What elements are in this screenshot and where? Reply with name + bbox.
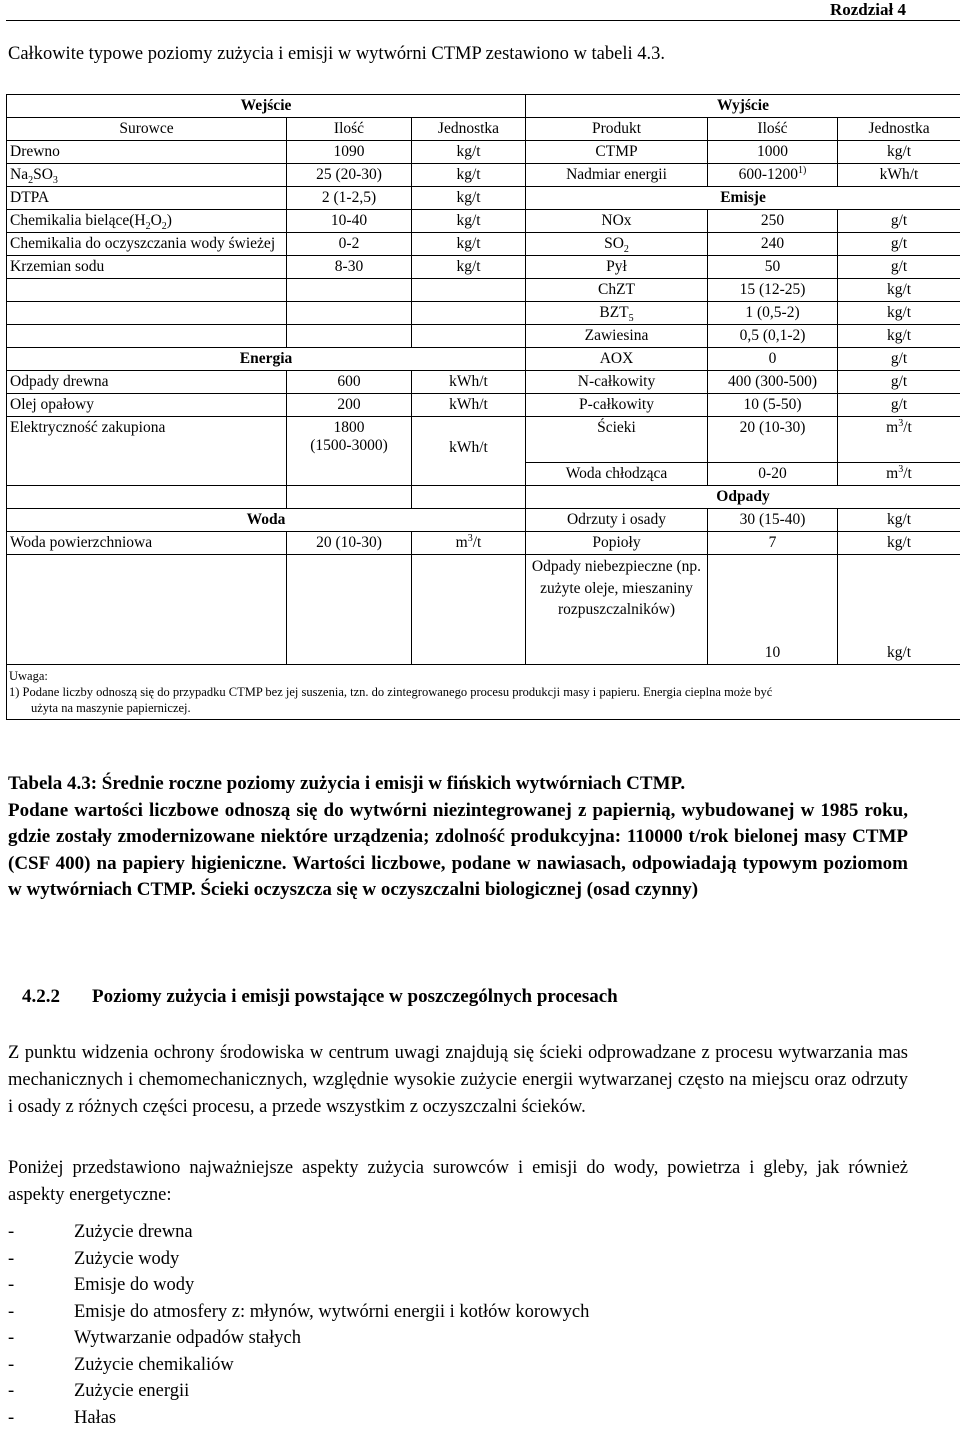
consumption-emission-table [6,94,960,720]
table-cell: $m^3/t$ [838,463,960,486]
table-row [7,371,960,394]
table-cell: ChZT [526,279,708,302]
table-cell: 10 [708,555,838,665]
table-cell: Nadmiar energii [526,164,708,187]
list-item: - Zużycie energii [8,1381,190,1401]
table-cell [7,302,287,325]
table-cell: $Na_2SO_3$ [7,164,287,187]
col-header: Jednostka [412,118,526,141]
table-cell: kg/t [838,279,960,302]
table-cell: 1000 [708,141,838,164]
paragraph: Z punktu widzenia ochrony środowiska w centrum uwagi znajdują się ścieki odprowadzane z procesu wytwarzania mas mechanicznych i chemomechanicznych, względnie wysokie zużycie energii wytwarzanej często na miejscu oraz odrzuty i osady z różnych części procesu, a przede wszystkim z oczyszczalni ścieków. [8,1043,908,1117]
table-note [7,665,960,720]
table-cell: kWh/t [412,371,526,394]
table-cell: 10-40 [287,210,412,233]
table-cell: kg/t [412,233,526,256]
table-cell [287,325,412,348]
col-header: Surowce [7,118,287,141]
table-caption [8,771,908,904]
table-cell: kg/t [412,164,526,187]
table-cell: 1090 [287,141,412,164]
table-row [7,164,960,187]
table-cell: kg/t [412,210,526,233]
table-note-row [7,665,960,720]
caption-body: Podane wartości liczbowe odnoszą się do wytwórni niezintegrowanej z papiernią, wybudowanej w 1985 roku, gdzie zostały zmodernizowane niektóre urządzenia; zdolność produkcyjna: 110000 t/rok bielonej masy CTMP (CSF 400) na papiery higieniczne. Wartości liczbowe, podane w nawiasach, odpowiadają typowym poziomom w wytwórniach CTMP. Ścieki oczyszcza się w oczyszczalni biologicznej (osad czynny) [8,799,908,900]
energy-subheader: Energia [7,348,526,371]
table-cell: Ścieki [526,417,708,463]
table-cell: kg/t [838,509,960,532]
table-cell: 400 (300-500) [708,371,838,394]
table-cell: 600 [287,371,412,394]
table-cell: Popioły [526,532,708,555]
table-cell: 0,5 (0,1-2) [708,325,838,348]
waste-subheader: Odpady [526,486,960,509]
water-subheader: Woda [7,509,526,532]
list-item: - Wytwarzanie odpadów stałych [8,1328,301,1348]
table-cell: Zawiesina [526,325,708,348]
table-cell: kg/t [412,141,526,164]
table-cell: kg/t [838,555,960,665]
table-cell [7,279,287,302]
table-row [7,256,960,279]
table-row [7,141,960,164]
table-cell [7,325,287,348]
table-cell: 10 (5-50) [708,394,838,417]
table-cell [412,555,526,665]
table-cell: 8-30 [287,256,412,279]
table-cell: Odpady drewna [7,371,287,394]
table-cell [412,325,526,348]
table-cell: 15 (12-25) [708,279,838,302]
table-row [7,279,960,302]
table-cell: Pył [526,256,708,279]
table-cell: $m^3/t$ [838,417,960,463]
table-cell: Odpady niebezpieczne (np. zużyte oleje, mieszaniny rozpuszczalników) [526,555,708,665]
table-cell: g/t [838,394,960,417]
table-cell: 1800 (1500-3000) [287,417,412,486]
table-cell: kWh/t [412,417,526,486]
table-cell: g/t [838,210,960,233]
col-header: Ilość [287,118,412,141]
table-cell: 600-1200$^{1)}$ [708,164,838,187]
table-cell [287,279,412,302]
table-cell: $SO_2$ [526,233,708,256]
col-header: Ilość [708,118,838,141]
table-cell: 20 (10-30) [708,417,838,463]
table-cell: 250 [708,210,838,233]
list-item: - Emisje do atmosfery z: młynów, wytwórni energii i kotłów korowych [8,1301,590,1322]
table-cell: kg/t [838,141,960,164]
table-cell: 7 [708,532,838,555]
paragraph: Poniżej przedstawiono najważniejsze aspekty zużycia surowców i emisji do wody, powietrza i gleby, jak również aspekty energetyczne: [8,1158,908,1205]
section-title: Poziomy zużycia i emisji powstające w poszczególnych procesach [92,986,618,1007]
list-item: - Zużycie wody [8,1248,180,1269]
table-cell: kWh/t [412,394,526,417]
table-cell: g/t [838,233,960,256]
chapter-header: Rozdział 4 [829,0,906,19]
table-cell: Woda powierzchniowa [7,532,287,555]
table-cell: Odrzuty i osady [526,509,708,532]
table-cell: DTPA [7,187,287,210]
table-row [7,95,960,118]
list-item: - Zużycie chemikaliów [8,1354,234,1375]
table-row [7,325,960,348]
table-cell: CTMP [526,141,708,164]
table-cell: 2 (1-2,5) [287,187,412,210]
table-cell: P-całkowity [526,394,708,417]
table-cell [412,279,526,302]
table-cell: kg/t [412,256,526,279]
table-cell: g/t [838,256,960,279]
note-text-continued: użyta na maszynie papierniczej. [31,701,191,715]
output-section-title: Wyjście [526,95,960,118]
table-row [7,532,960,555]
table-row [7,417,960,463]
table-row [7,302,960,325]
table-cell: 240 [708,233,838,256]
intro-sentence: Całkowite typowe poziomy zużycia i emisji w wytwórni CTMP zestawiono w tabeli 4.3. [8,44,665,64]
table-cell: $m^3/t$ [412,532,526,555]
table-cell: g/t [838,371,960,394]
caption-title: Tabela 4.3: Średnie roczne poziomy zużycia i emisji w fińskich wytwórniach CTMP. [8,773,686,794]
table-cell [287,302,412,325]
list-item: - Emisje do wody [8,1275,195,1295]
table-cell: N-całkowity [526,371,708,394]
table-cell: kWh/t [838,164,960,187]
table-cell: 20 (10-30) [287,532,412,555]
table-row [7,187,960,210]
table-cell: kg/t [838,302,960,325]
table-cell: Woda chłodząca [526,463,708,486]
table-cell: 0 [708,348,838,371]
table-cell: 25 (20-30) [287,164,412,187]
table-cell [287,486,412,509]
table-cell [412,486,526,509]
table-header-row [7,118,960,141]
input-section-title: Wejście [7,95,526,118]
section-heading [8,986,618,1008]
table-cell: AOX [526,348,708,371]
table-cell: 30 (15-40) [708,509,838,532]
table-cell: 0-20 [708,463,838,486]
table-cell: Chemikalia $bielące(H_2O_2)$ [7,210,287,233]
header-rule [6,20,960,21]
table-cell: 200 [287,394,412,417]
table-row [7,509,960,532]
table-row [7,486,960,509]
table-cell: kg/t [838,532,960,555]
table-cell: $BZT_5$ [526,302,708,325]
table-cell: Chemikalia do oczyszczania wody świeżej [7,233,287,256]
table-cell [412,302,526,325]
table-cell: kg/t [412,187,526,210]
note-text: 1) Podane liczby odnoszą się do przypadku CTMP bez jej suszenia, tzn. do zintegrowanego procesu produkcji masy i papieru. Energia cieplna może być [9,685,773,699]
table-cell: 1 (0,5-2) [708,302,838,325]
table-row [7,210,960,233]
table-cell [7,486,287,509]
table-cell: 0-2 [287,233,412,256]
aspects-list [8,1219,589,1429]
table-cell: g/t [838,348,960,371]
table-cell: 50 [708,256,838,279]
emissions-subheader: Emisje [526,187,960,210]
table-row [7,394,960,417]
table-cell: Krzemian sodu [7,256,287,279]
list-item: - Zużycie drewna [8,1222,193,1242]
table-cell [7,555,287,665]
section-number: 4.2.2 [22,986,60,1007]
table-row [7,233,960,256]
table-cell: NOx [526,210,708,233]
table-cell [287,555,412,665]
table-cell: Olej opałowy [7,394,287,417]
list-item: - Hałas [8,1407,117,1428]
table-row [7,348,960,371]
table-cell: Elektryczność zakupiona [7,417,287,486]
col-header: Jednostka [838,118,960,141]
table-cell: Drewno [7,141,287,164]
table-row [7,555,960,665]
table-cell: kg/t [838,325,960,348]
note-label: Uwaga: [9,669,48,683]
col-header: Produkt [526,118,708,141]
